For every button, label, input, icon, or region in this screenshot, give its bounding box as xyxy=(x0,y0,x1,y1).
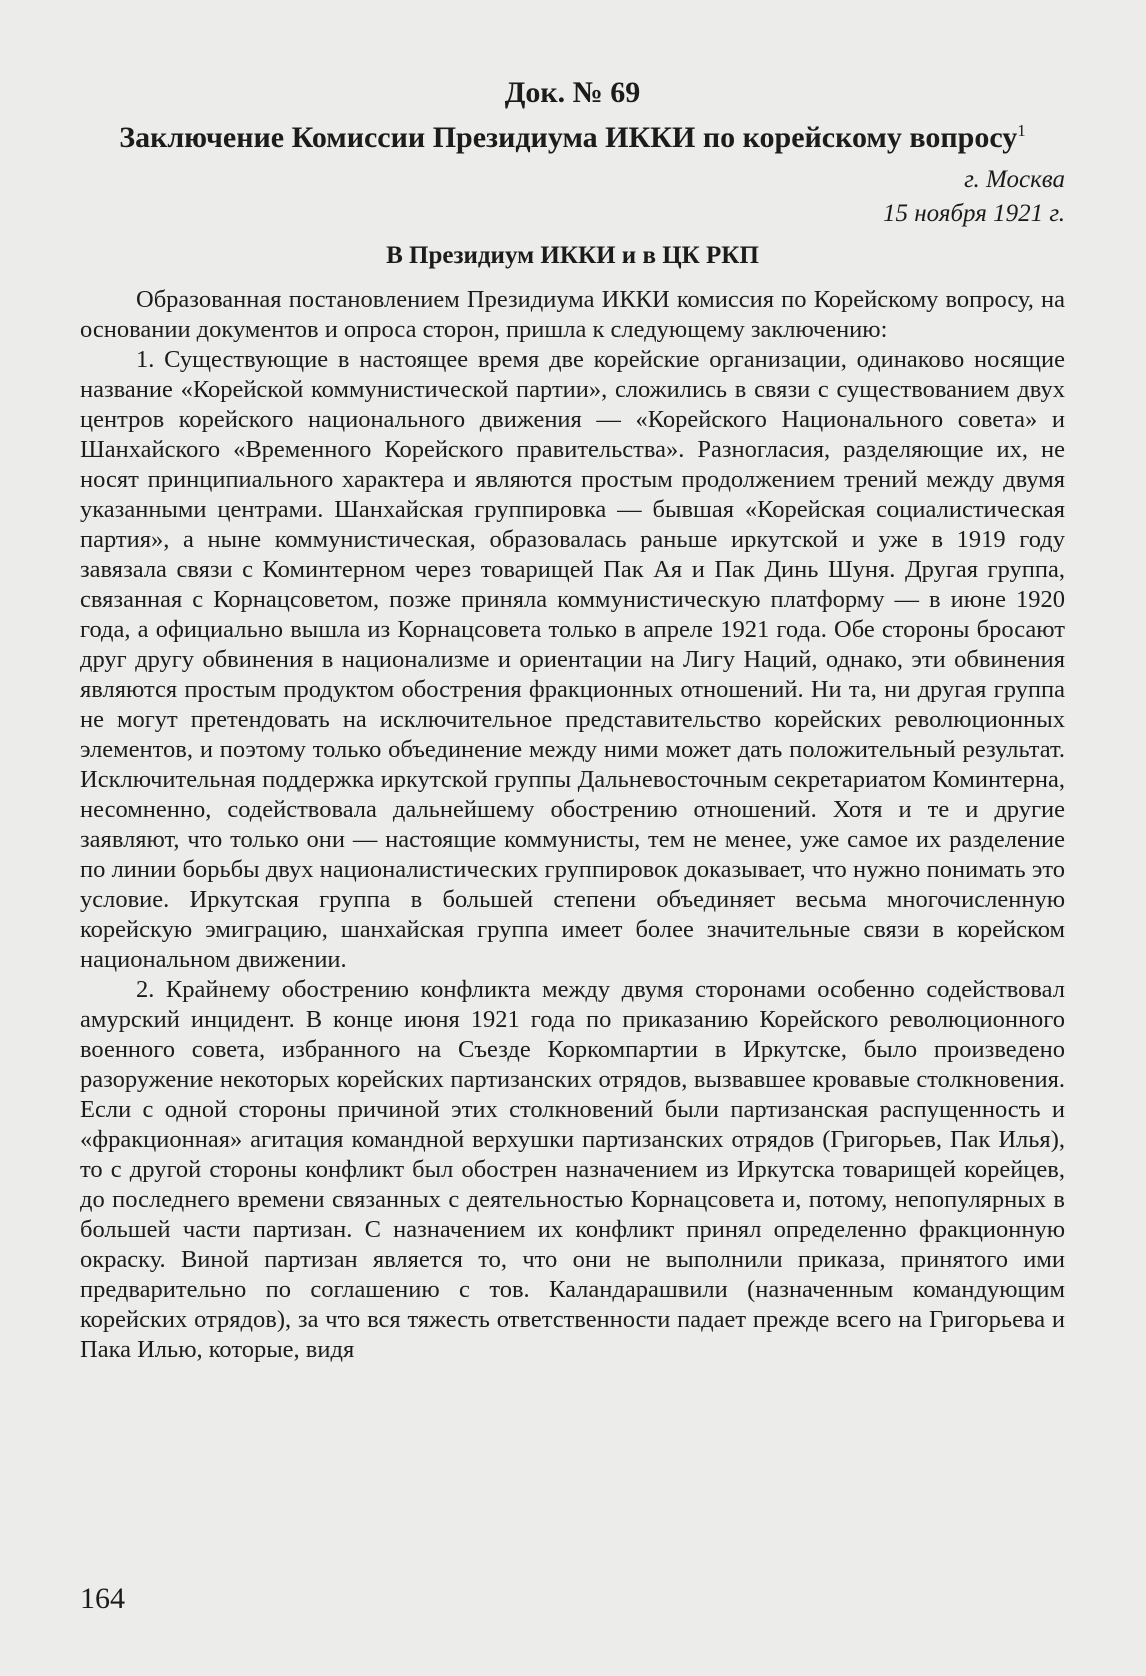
document-number: Док. № 69 xyxy=(504,76,641,109)
footnote-mark: 1 xyxy=(1017,121,1026,140)
document-title-text: Заключение Комиссии Президиума ИККИ по корейскому вопросу xyxy=(119,121,1018,154)
document-place: г. Москва xyxy=(964,166,1065,193)
paragraph-1: 1. Существующие в настоящее время две корейские организации, одинаково носящие название «Корейской коммунистической партии», сложились в связи с существованием двух центров корейского национального движения — «Корейского Национального совета» и Шанхайского «Временного Корейского правительства». Разногласия, разделяющие их, не носят принципиального характера и являются простым продолжением трений между двумя указанными центрами. Шанхайская группировка — бывшая «Корейская социалистическая партия», а ныне коммунистическая, образовалась раньше иркутской и уже в 1919 году завязала связи с Коминтерном через товарищей Пак Ая и Пак Динь Шуня. Другая группа, связанная с Корнацсоветом, позже приняла коммунистическую платформу — в июне 1920 года, а официально вышла из Корнацсовета только в апреле 1921 года. Обе стороны бросают друг другу обвинения в национализме и ориентации на Лигу Наций, однако, эти обвинения являются простым продуктом обострения фракционных отношений. Ни та, ни другая группа не могут претендовать на исключительное представительство корейских революционных элементов, и поэтому только объединение между ними может дать положительный результат. Исключительная поддержка иркутской группы Дальневосточным секретариатом Коминтерна, несомненно, содействовала дальнейшему обострению отношений. Хотя и те и другие заявляют, что только они — настоящие коммунисты, тем не менее, уже самое их разделение по линии борьбы двух националистических группировок доказывает, что нужно понимать это условие. Иркутская группа в большей степени объединяет весьма многочисленную корейскую эмиграцию, шанхайская группа имеет более значительные связи в корейском национальном движении. xyxy=(80,346,1065,973)
paragraph-intro: Образованная постановлением Президиума ИККИ комиссия по Корейскому вопросу, на основании документов и опроса сторон, пришла к следующему заключению: xyxy=(80,286,1065,343)
addressee-heading: В Президиум ИККИ и в ЦК РКП xyxy=(386,242,759,269)
page-content xyxy=(80,64,1065,1365)
document-date: 15 ноября 1921 г. xyxy=(883,200,1065,227)
page-number: 164 xyxy=(80,1582,125,1615)
document-title xyxy=(80,112,1065,157)
paragraph-2: 2. Крайнему обострению конфликта между двумя сторонами особенно содействовал амурский инцидент. В конце июня 1921 года по приказанию Корейского революционного военного совета, избранного на Съезде Коркомпартии в Иркутске, было произведено разоружение некоторых корейских партизанских отрядов, вызвавшее кровавые столкновения. Если с одной стороны причиной этих столкновений были партизанская распущенность и «фракционная» агитация командной верхушки партизанских отрядов (Григорьев, Пак Илья), то с другой стороны конфликт был обострен назначением из Иркутска товарищей корейцев, до последнего времени связанных с деятельностью Корнацсовета и, потому, непопулярных в большей части партизан. С назначением их конфликт принял определенно фракционную окраску. Виной партизан является то, что они не выполнили приказа, принятого ими предварительно по соглашению с тов. Каландарашвили (назначенным командующим корейских отрядов), за что вся тяжесть ответственности падает прежде всего на Григорьева и Пака Илью, которые, видя xyxy=(80,976,1065,1363)
